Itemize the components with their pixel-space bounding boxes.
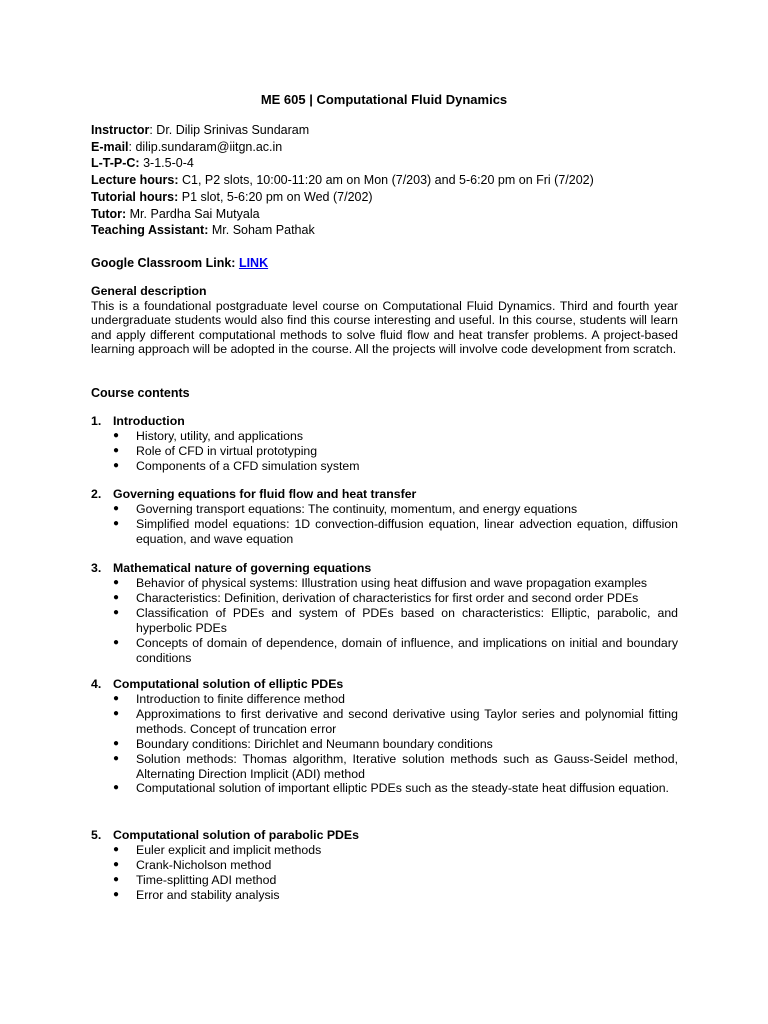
course-contents-heading: Course contents [91,386,190,400]
section-item-list [91,692,678,796]
list-item-text: Approximations to first derivative and second derivative using Taylor series and polynomial fitting methods. Concept of truncation error [136,706,678,736]
instructor-value: : Dr. Dilip Srinivas Sundaram [149,123,310,137]
tutorial-hours-label: Tutorial hours: [91,189,179,204]
bullet-icon: ● [113,503,120,514]
section-title-text: Computational solution of parabolic PDEs [113,828,359,842]
tutorial-hours-value: P1 slot, 5-6:20 pm on Wed (7/202) [178,189,373,204]
section-item-list [91,843,678,903]
section-item-list [91,576,678,665]
general-description [91,284,678,357]
list-item [91,636,678,666]
section-item-list [91,502,678,547]
general-description-text: This is a foundational postgraduate level course on Computational Fluid Dynamics. Third and fourth year undergraduate students would also find this course interesting and useful. In this course, students will learn and apply different computational methods to solve fluid flow and heat transfer problems. A project-based learning approach will be adopted in the course. All the projects will involve code development from scratch. [91,298,678,357]
lecture-hours-label: Lecture hours: [91,173,179,188]
tutor-value: Mr. Pardha Sai Mutyala [126,206,260,221]
section-number: 2. [91,487,102,501]
tutor-row [91,206,594,223]
bullet-icon: ● [113,844,120,855]
list-item [91,459,678,474]
bullet-icon: ● [113,782,120,794]
section-title-text: Introduction [113,414,185,428]
list-item-text: Role of CFD in virtual prototyping [136,443,318,458]
bullet-icon: ● [113,444,120,456]
tutorial-hours-row [91,189,594,206]
list-item [91,737,678,752]
section-number: 5. [91,828,102,842]
list-item-text: Components of a CFD simulation system [136,458,360,473]
list-item [91,858,678,873]
bullet-icon: ● [113,606,120,618]
google-classroom-label: Google Classroom Link: [91,256,239,270]
section-title-text: Governing equations for fluid flow and heat transfer [113,487,417,501]
teaching-assistant-label: Teaching Assistant: [91,223,209,238]
list-item [91,707,678,737]
bullet-icon: ● [113,858,120,870]
section-number: 4. [91,677,102,691]
list-item [91,781,678,796]
list-item [91,692,678,707]
course-section [91,561,678,665]
bullet-icon: ● [113,693,120,704]
course-section [91,828,678,903]
teaching-assistant-row [91,222,594,239]
list-item [91,606,678,636]
section-title [91,828,678,843]
list-item-text: Solution methods: Thomas algorithm, Iterative solution methods such as Gauss-Seidel method, Alternating Direction Implicit (ADI) method [136,751,678,781]
list-item [91,429,678,444]
lecture-hours-row [91,172,594,189]
email-label: E-mail [91,139,129,154]
section-number: 3. [91,561,102,575]
list-item-text: Concepts of domain of dependence, domain of influence, and implications on initial and boundary conditions [136,635,678,665]
list-item [91,843,678,858]
instructor-row [91,122,594,139]
list-item [91,502,678,517]
email-value: : dilip.sundaram@iitgn.ac.in [128,139,283,154]
list-item-text: Crank-Nicholson method [136,857,272,872]
ltpc-value: 3-1.5-0-4 [139,156,194,171]
bullet-icon: ● [113,430,120,441]
page-title: ME 605 | Computational Fluid Dynamics [260,92,508,107]
list-item [91,752,678,782]
list-item [91,873,678,888]
ltpc-row [91,155,594,172]
list-item [91,444,678,459]
bullet-icon: ● [113,752,120,764]
list-item-text: Boundary conditions: Dirichlet and Neumann boundary conditions [136,736,493,751]
list-item [91,591,678,606]
instructor-label: Instructor [91,123,150,137]
bullet-icon: ● [113,707,120,719]
google-classroom-row [91,255,268,271]
ltpc-label: L-T-P-C: [91,156,140,171]
course-info [91,122,594,239]
course-section [91,414,678,474]
email-row [91,139,594,156]
list-item [91,517,678,547]
section-title-text: Computational solution of elliptic PDEs [113,677,344,691]
google-classroom-link[interactable]: LINK [238,256,269,270]
list-item-text: Classification of PDEs and system of PDEs based on characteristics: Elliptic, parabolic, and hyperbolic PDEs [136,605,678,635]
general-description-heading: General description [91,284,207,298]
section-number: 1. [91,414,102,428]
bullet-icon: ● [113,873,120,885]
list-item-text: History, utility, and applications [136,429,303,443]
list-item-text: Time-splitting ADI method [136,872,277,887]
list-item-text: Simplified model equations: 1D convection-diffusion equation, linear advection equation, diffusion equation, and wave equation [136,516,678,546]
section-title-text: Mathematical nature of governing equations [113,561,372,575]
course-section [91,677,678,796]
section-title [91,414,678,429]
list-item-text: Introduction to finite difference method [136,692,345,706]
course-section [91,487,678,547]
list-item [91,888,678,903]
tutor-label: Tutor: [91,206,127,221]
bullet-icon: ● [113,459,120,471]
section-item-list [91,429,678,474]
teaching-assistant-value: Mr. Soham Pathak [208,223,315,238]
bullet-icon: ● [113,888,120,900]
list-item-text: Governing transport equations: The continuity, momentum, and energy equations [136,502,578,516]
section-title [91,561,678,576]
bullet-icon: ● [113,517,120,529]
bullet-icon: ● [113,737,120,749]
list-item-text: Characteristics: Definition, derivation of characteristics for first order and second order PDEs [136,590,639,605]
bullet-icon: ● [113,577,120,588]
section-title [91,487,678,502]
list-item-text: Behavior of physical systems: Illustration using heat diffusion and wave propagation examples [136,576,648,590]
list-item [91,576,678,591]
section-title [91,677,678,692]
list-item-text: Computational solution of important elliptic PDEs such as the steady-state heat diffusion equation. [136,781,669,796]
bullet-icon: ● [113,591,120,603]
bullet-icon: ● [113,636,120,648]
list-item-text: Error and stability analysis [136,887,280,902]
lecture-hours-value: C1, P2 slots, 10:00-11:20 am on Mon (7/203) and 5-6:20 pm on Fri (7/202) [178,173,594,188]
list-item-text: Euler explicit and implicit methods [136,843,322,857]
